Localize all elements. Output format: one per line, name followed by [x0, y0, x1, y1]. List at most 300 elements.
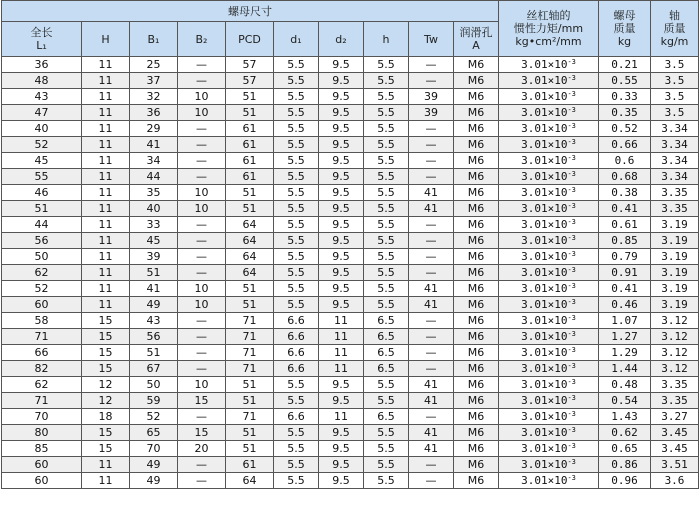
column-header-b2 — [178, 22, 226, 57]
inertia-exponent: -3 — [567, 378, 576, 386]
cell-shaft-mass: 3.19 — [651, 217, 699, 233]
cell-pcd: 51 — [226, 89, 274, 105]
inertia-exponent: -3 — [567, 282, 576, 290]
cell-shaft-mass: 3.34 — [651, 153, 699, 169]
cell-b1: 51 — [130, 345, 178, 361]
cell-inertia — [499, 217, 599, 233]
cell-pcd: 61 — [226, 137, 274, 153]
cell-lube-hole: M6 — [454, 345, 499, 361]
inertia-exponent: -3 — [567, 266, 576, 274]
cell-tw: — — [409, 345, 454, 361]
cell-h-small: 5.5 — [364, 201, 409, 217]
cell-pcd: 51 — [226, 377, 274, 393]
cell-inertia — [499, 233, 599, 249]
cell-h-small: 5.5 — [364, 441, 409, 457]
cell-b2: — — [178, 137, 226, 153]
cell-nut-mass: 0.61 — [599, 217, 651, 233]
cell-b1: 33 — [130, 217, 178, 233]
cell-lube-hole: M6 — [454, 409, 499, 425]
cell-d2: 9.5 — [319, 217, 364, 233]
cell-inertia — [499, 57, 599, 73]
shaft-mass-line2: 质量 — [663, 22, 686, 35]
cell-l1: 60 — [2, 457, 82, 473]
inertia-header-line2: 惯性力矩/mm — [513, 22, 584, 35]
cell-tw: — — [409, 265, 454, 281]
cell-pcd: 51 — [226, 425, 274, 441]
cell-d1: 5.5 — [274, 265, 319, 281]
cell-d2: 9.5 — [319, 105, 364, 121]
cell-tw: — — [409, 233, 454, 249]
inertia-mantissa: 3.01×10 — [521, 58, 568, 71]
cell-l1: 82 — [2, 361, 82, 377]
cell-h-small: 5.5 — [364, 233, 409, 249]
cell-tw: — — [409, 329, 454, 345]
cell-h-small: 5.5 — [364, 121, 409, 137]
column-header-line2: B₂ — [195, 32, 208, 46]
cell-shaft-mass: 3.51 — [651, 457, 699, 473]
cell-b1: 52 — [130, 409, 178, 425]
cell-b1: 39 — [130, 249, 178, 265]
column-header-tw — [409, 22, 454, 57]
nut-dimensions-group-header: 螺母尺寸 — [2, 1, 499, 22]
cell-d2: 9.5 — [319, 153, 364, 169]
cell-nut-mass: 0.52 — [599, 121, 651, 137]
column-header-b1 — [130, 22, 178, 57]
cell-d1: 5.5 — [274, 281, 319, 297]
cell-nut-mass: 0.35 — [599, 105, 651, 121]
cell-h: 11 — [82, 73, 130, 89]
column-header-d2 — [319, 22, 364, 57]
column-header-line2: h — [382, 32, 390, 46]
cell-shaft-mass: 3.27 — [651, 409, 699, 425]
cell-pcd: 51 — [226, 297, 274, 313]
cell-b2: — — [178, 409, 226, 425]
cell-nut-mass: 0.96 — [599, 473, 651, 489]
cell-shaft-mass: 3.35 — [651, 185, 699, 201]
inertia-exponent: -3 — [567, 474, 576, 482]
inertia-exponent: -3 — [567, 458, 576, 466]
cell-d2: 9.5 — [319, 73, 364, 89]
column-header-pcd — [226, 22, 274, 57]
column-header-line2: PCD — [238, 32, 261, 46]
cell-d2: 9.5 — [319, 249, 364, 265]
cell-h-small: 5.5 — [364, 217, 409, 233]
cell-pcd: 64 — [226, 233, 274, 249]
cell-nut-mass: 0.33 — [599, 89, 651, 105]
inertia-exponent: -3 — [567, 250, 576, 258]
cell-nut-mass: 0.6 — [599, 153, 651, 169]
cell-lube-hole: M6 — [454, 217, 499, 233]
cell-tw: 39 — [409, 89, 454, 105]
cell-d1: 5.5 — [274, 185, 319, 201]
cell-b2: — — [178, 121, 226, 137]
cell-d2: 9.5 — [319, 169, 364, 185]
inertia-exponent: -3 — [567, 410, 576, 418]
cell-pcd: 57 — [226, 57, 274, 73]
table-row — [2, 377, 699, 393]
inertia-mantissa: 3.01×10 — [521, 90, 568, 103]
cell-b2: — — [178, 265, 226, 281]
cell-lube-hole: M6 — [454, 281, 499, 297]
cell-lube-hole: M6 — [454, 201, 499, 217]
cell-pcd: 61 — [226, 169, 274, 185]
cell-inertia — [499, 121, 599, 137]
cell-lube-hole: M6 — [454, 121, 499, 137]
cell-b2: — — [178, 249, 226, 265]
cell-l1: 51 — [2, 201, 82, 217]
cell-h: 11 — [82, 201, 130, 217]
cell-h-small: 5.5 — [364, 169, 409, 185]
inertia-mantissa: 3.01×10 — [521, 346, 568, 359]
cell-b1: 37 — [130, 73, 178, 89]
column-header-line2: A — [472, 39, 480, 52]
column-header-lube-hole — [454, 22, 499, 57]
cell-pcd: 64 — [226, 249, 274, 265]
table-row — [2, 265, 699, 281]
inertia-exponent: -3 — [567, 234, 576, 242]
cell-shaft-mass: 3.19 — [651, 281, 699, 297]
inertia-mantissa: 3.01×10 — [521, 170, 568, 183]
cell-d1: 5.5 — [274, 249, 319, 265]
cell-b2: — — [178, 57, 226, 73]
cell-l1: 80 — [2, 425, 82, 441]
cell-d2: 9.5 — [319, 89, 364, 105]
cell-shaft-mass: 3.19 — [651, 249, 699, 265]
cell-h: 15 — [82, 441, 130, 457]
cell-b2: — — [178, 345, 226, 361]
cell-inertia — [499, 185, 599, 201]
column-header-d1 — [274, 22, 319, 57]
inertia-mantissa: 3.01×10 — [521, 122, 568, 135]
cell-h-small: 5.5 — [364, 377, 409, 393]
inertia-mantissa: 3.01×10 — [521, 106, 568, 119]
cell-h-small: 5.5 — [364, 393, 409, 409]
cell-tw: 39 — [409, 105, 454, 121]
cell-d2: 9.5 — [319, 473, 364, 489]
cell-shaft-mass: 3.6 — [651, 473, 699, 489]
cell-l1: 45 — [2, 153, 82, 169]
table-body — [2, 57, 699, 489]
cell-h-small: 5.5 — [364, 153, 409, 169]
cell-tw: — — [409, 409, 454, 425]
cell-nut-mass: 1.44 — [599, 361, 651, 377]
cell-b2: — — [178, 73, 226, 89]
cell-nut-mass: 0.21 — [599, 57, 651, 73]
cell-d2: 9.5 — [319, 393, 364, 409]
cell-l1: 62 — [2, 377, 82, 393]
cell-b2: 10 — [178, 105, 226, 121]
cell-inertia — [499, 377, 599, 393]
shaft-mass-line1: 轴 — [669, 9, 680, 22]
cell-b1: 70 — [130, 441, 178, 457]
cell-l1: 62 — [2, 265, 82, 281]
table-row — [2, 297, 699, 313]
cell-h-small: 5.5 — [364, 57, 409, 73]
cell-d2: 9.5 — [319, 233, 364, 249]
cell-pcd: 64 — [226, 473, 274, 489]
cell-tw: — — [409, 457, 454, 473]
cell-l1: 36 — [2, 57, 82, 73]
table-row — [2, 425, 699, 441]
cell-shaft-mass: 3.35 — [651, 377, 699, 393]
inertia-exponent: -3 — [567, 314, 576, 322]
cell-lube-hole: M6 — [454, 361, 499, 377]
cell-h-small: 5.5 — [364, 137, 409, 153]
cell-b2: — — [178, 457, 226, 473]
inertia-exponent: -3 — [567, 330, 576, 338]
cell-pcd: 51 — [226, 393, 274, 409]
inertia-exponent: -3 — [567, 186, 576, 194]
cell-h: 11 — [82, 153, 130, 169]
cell-nut-mass: 0.79 — [599, 249, 651, 265]
cell-lube-hole: M6 — [454, 137, 499, 153]
cell-inertia — [499, 313, 599, 329]
inertia-exponent: -3 — [567, 394, 576, 402]
cell-pcd: 71 — [226, 409, 274, 425]
cell-b2: 10 — [178, 89, 226, 105]
inertia-exponent: -3 — [567, 170, 576, 178]
cell-h-small: 5.5 — [364, 281, 409, 297]
cell-h: 11 — [82, 281, 130, 297]
cell-d2: 9.5 — [319, 425, 364, 441]
cell-h-small: 6.5 — [364, 361, 409, 377]
cell-l1: 52 — [2, 281, 82, 297]
cell-h: 15 — [82, 425, 130, 441]
cell-tw: — — [409, 121, 454, 137]
cell-nut-mass: 1.07 — [599, 313, 651, 329]
cell-d2: 11 — [319, 361, 364, 377]
cell-inertia — [499, 281, 599, 297]
cell-h: 15 — [82, 313, 130, 329]
inertia-mantissa: 3.01×10 — [521, 234, 568, 247]
cell-pcd: 51 — [226, 105, 274, 121]
inertia-mantissa: 3.01×10 — [521, 218, 568, 231]
cell-b1: 29 — [130, 121, 178, 137]
cell-b1: 34 — [130, 153, 178, 169]
inertia-exponent: -3 — [567, 202, 576, 210]
cell-b1: 40 — [130, 201, 178, 217]
inertia-exponent: -3 — [567, 138, 576, 146]
cell-lube-hole: M6 — [454, 105, 499, 121]
inertia-exponent: -3 — [567, 426, 576, 434]
cell-lube-hole: M6 — [454, 233, 499, 249]
cell-pcd: 51 — [226, 201, 274, 217]
cell-inertia — [499, 73, 599, 89]
cell-h-small: 5.5 — [364, 89, 409, 105]
inertia-exponent: -3 — [567, 298, 576, 306]
cell-b1: 41 — [130, 137, 178, 153]
inertia-mantissa: 3.01×10 — [521, 266, 568, 279]
cell-b2: 10 — [178, 201, 226, 217]
cell-inertia — [499, 409, 599, 425]
column-header-line2: B₁ — [147, 32, 160, 46]
cell-l1: 40 — [2, 121, 82, 137]
column-header-line2: L₁ — [36, 39, 47, 52]
cell-b1: 59 — [130, 393, 178, 409]
inertia-mantissa: 3.01×10 — [521, 74, 568, 87]
cell-pcd: 71 — [226, 313, 274, 329]
nut-mass-header — [599, 1, 651, 57]
cell-l1: 48 — [2, 73, 82, 89]
cell-nut-mass: 0.85 — [599, 233, 651, 249]
column-header-line2: d₂ — [335, 32, 347, 46]
cell-nut-mass: 0.48 — [599, 377, 651, 393]
inertia-exponent: -3 — [567, 122, 576, 130]
cell-shaft-mass: 3.34 — [651, 169, 699, 185]
cell-d2: 11 — [319, 345, 364, 361]
cell-pcd: 64 — [226, 265, 274, 281]
cell-b1: 41 — [130, 281, 178, 297]
cell-nut-mass: 0.55 — [599, 73, 651, 89]
cell-nut-mass: 0.41 — [599, 281, 651, 297]
cell-lube-hole: M6 — [454, 265, 499, 281]
cell-d2: 9.5 — [319, 377, 364, 393]
cell-shaft-mass: 3.12 — [651, 361, 699, 377]
table-row — [2, 393, 699, 409]
cell-tw: 41 — [409, 281, 454, 297]
cell-shaft-mass: 3.5 — [651, 105, 699, 121]
cell-l1: 55 — [2, 169, 82, 185]
cell-d1: 5.5 — [274, 57, 319, 73]
cell-tw: 41 — [409, 185, 454, 201]
cell-d2: 11 — [319, 409, 364, 425]
inertia-exponent: -3 — [567, 106, 576, 114]
cell-b1: 49 — [130, 457, 178, 473]
cell-lube-hole: M6 — [454, 297, 499, 313]
cell-d1: 6.6 — [274, 329, 319, 345]
cell-h-small: 5.5 — [364, 297, 409, 313]
cell-pcd: 71 — [226, 329, 274, 345]
cell-shaft-mass: 3.12 — [651, 345, 699, 361]
column-header-line2: d₁ — [290, 32, 302, 46]
inertia-exponent: -3 — [567, 346, 576, 354]
cell-b2: 10 — [178, 185, 226, 201]
cell-d1: 5.5 — [274, 425, 319, 441]
cell-pcd: 51 — [226, 281, 274, 297]
cell-d1: 5.5 — [274, 89, 319, 105]
table-row — [2, 361, 699, 377]
cell-pcd: 57 — [226, 73, 274, 89]
inertia-mantissa: 3.01×10 — [521, 362, 568, 375]
table-row — [2, 89, 699, 105]
cell-tw: 41 — [409, 441, 454, 457]
inertia-mantissa: 3.01×10 — [521, 314, 568, 327]
cell-d1: 5.5 — [274, 137, 319, 153]
cell-h: 11 — [82, 137, 130, 153]
table-row — [2, 409, 699, 425]
table-row — [2, 345, 699, 361]
cell-tw: 41 — [409, 425, 454, 441]
column-header-l1 — [2, 22, 82, 57]
cell-d1: 5.5 — [274, 153, 319, 169]
cell-l1: 52 — [2, 137, 82, 153]
cell-inertia — [499, 249, 599, 265]
cell-lube-hole: M6 — [454, 169, 499, 185]
cell-nut-mass: 0.68 — [599, 169, 651, 185]
cell-d2: 9.5 — [319, 281, 364, 297]
cell-d1: 5.5 — [274, 377, 319, 393]
cell-d2: 9.5 — [319, 457, 364, 473]
cell-b2: — — [178, 313, 226, 329]
inertia-exponent: -3 — [567, 442, 576, 450]
cell-b1: 49 — [130, 297, 178, 313]
cell-h-small: 6.5 — [364, 409, 409, 425]
cell-d2: 9.5 — [319, 57, 364, 73]
cell-nut-mass: 0.86 — [599, 457, 651, 473]
cell-h-small: 5.5 — [364, 425, 409, 441]
cell-inertia — [499, 265, 599, 281]
cell-h: 11 — [82, 297, 130, 313]
cell-shaft-mass: 3.19 — [651, 233, 699, 249]
table-row — [2, 441, 699, 457]
cell-d1: 5.5 — [274, 441, 319, 457]
inertia-mantissa: 3.01×10 — [521, 410, 568, 423]
inertia-mantissa: 3.01×10 — [521, 474, 568, 487]
table-row — [2, 153, 699, 169]
cell-d2: 9.5 — [319, 297, 364, 313]
cell-d1: 5.5 — [274, 473, 319, 489]
cell-pcd: 71 — [226, 361, 274, 377]
cell-tw: — — [409, 313, 454, 329]
cell-b2: 15 — [178, 425, 226, 441]
cell-tw: 41 — [409, 377, 454, 393]
cell-d2: 11 — [319, 329, 364, 345]
cell-inertia — [499, 393, 599, 409]
inertia-mantissa: 3.01×10 — [521, 378, 568, 391]
cell-shaft-mass: 3.34 — [651, 137, 699, 153]
cell-d2: 9.5 — [319, 441, 364, 457]
cell-shaft-mass: 3.19 — [651, 265, 699, 281]
cell-tw: — — [409, 137, 454, 153]
cell-h: 11 — [82, 217, 130, 233]
cell-d2: 9.5 — [319, 265, 364, 281]
cell-d1: 5.5 — [274, 201, 319, 217]
cell-lube-hole: M6 — [454, 393, 499, 409]
cell-lube-hole: M6 — [454, 473, 499, 489]
cell-h-small: 6.5 — [364, 329, 409, 345]
cell-b2: — — [178, 169, 226, 185]
inertia-mantissa: 3.01×10 — [521, 394, 568, 407]
cell-nut-mass: 1.27 — [599, 329, 651, 345]
column-header-line1: 润滑孔 — [459, 26, 493, 39]
cell-inertia — [499, 153, 599, 169]
inertia-mantissa: 3.01×10 — [521, 330, 568, 343]
cell-shaft-mass: 3.19 — [651, 297, 699, 313]
shaft-mass-unit: kg/m — [660, 35, 689, 48]
inertia-exponent: -3 — [567, 218, 576, 226]
cell-b1: 36 — [130, 105, 178, 121]
cell-h-small: 6.5 — [364, 313, 409, 329]
cell-inertia — [499, 297, 599, 313]
cell-b2: 15 — [178, 393, 226, 409]
cell-b2: — — [178, 329, 226, 345]
cell-lube-hole: M6 — [454, 441, 499, 457]
cell-h: 11 — [82, 473, 130, 489]
cell-lube-hole: M6 — [454, 457, 499, 473]
cell-shaft-mass: 3.5 — [651, 89, 699, 105]
inertia-exponent: -3 — [567, 362, 576, 370]
cell-pcd: 61 — [226, 457, 274, 473]
cell-b1: 67 — [130, 361, 178, 377]
cell-h-small: 5.5 — [364, 185, 409, 201]
inertia-mantissa: 3.01×10 — [521, 458, 568, 471]
nut-dimension-table — [1, 0, 699, 489]
cell-h: 11 — [82, 121, 130, 137]
cell-inertia — [499, 89, 599, 105]
table-row — [2, 217, 699, 233]
cell-d1: 5.5 — [274, 233, 319, 249]
cell-nut-mass: 1.29 — [599, 345, 651, 361]
